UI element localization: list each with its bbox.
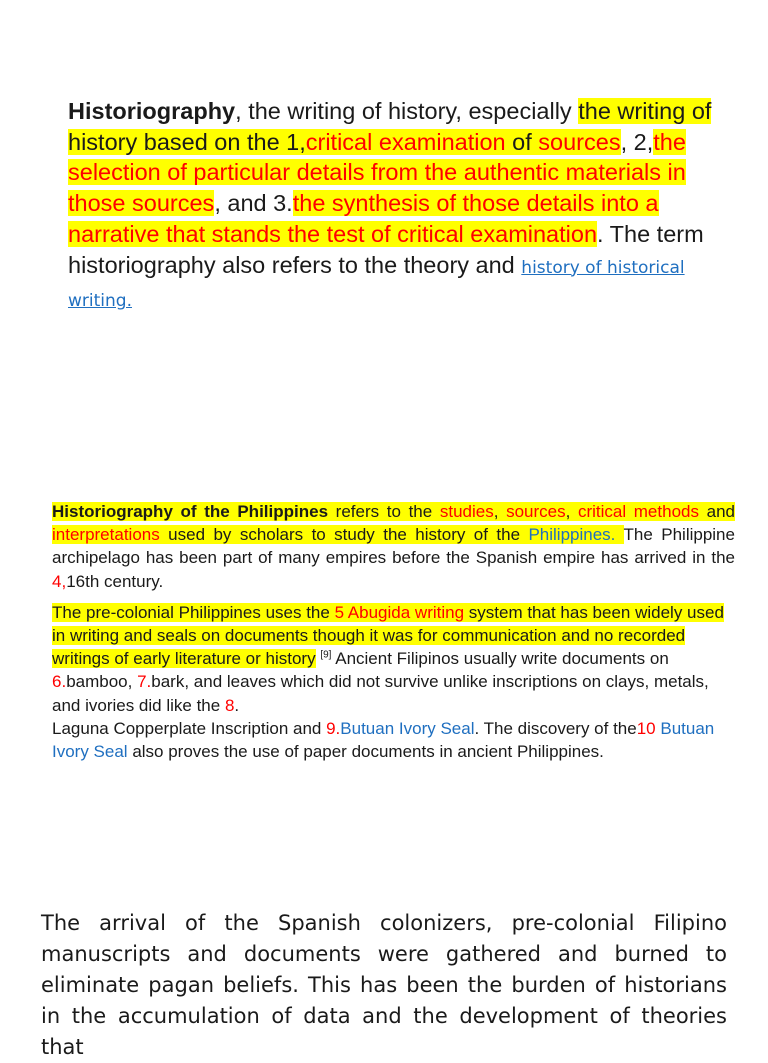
definition-text: , and 3. xyxy=(214,190,293,217)
highlight-synthesis: the synthesis of those details into a narrative that stands the test of critical examination xyxy=(68,190,659,247)
paragraph-text: The pre-colonial Philippines uses the xyxy=(52,602,335,622)
term-interpretations: interpretations xyxy=(52,525,160,545)
paragraph-1 xyxy=(52,500,735,593)
paragraph-text: Ancient Filipinos usually write documents on xyxy=(331,649,669,669)
highlight-selection-of-details: the selection of particular details from the authentic materials in those sources xyxy=(68,128,686,217)
paragraph-text: , xyxy=(493,502,507,521)
term-sources: sources xyxy=(506,502,566,521)
highlight-text: the writing of history based on the 1, xyxy=(68,98,712,155)
paragraph-text xyxy=(615,525,623,544)
paragraph-text: , xyxy=(565,502,578,521)
paragraph-text: . The discovery of the xyxy=(474,718,637,738)
link-philippines[interactable]: Philippines. xyxy=(528,525,616,545)
philippine-historiography-section xyxy=(52,500,735,763)
term-abugida-writing: 5 Abugida writing xyxy=(334,602,465,622)
history-of-historical-writing-link[interactable]: history of historical writing. xyxy=(68,257,685,312)
citation-9[interactable]: [9] xyxy=(320,649,332,661)
marker-10: 10 xyxy=(636,718,656,738)
link-butuan-ivory-seal[interactable]: Butuan Ivory Seal xyxy=(340,718,475,738)
paragraph-text: refers to the xyxy=(328,502,440,521)
paragraph-text: Laguna Copperplate Inscription and xyxy=(52,718,327,738)
paragraph-text: . xyxy=(234,695,240,715)
marker-8: 8 xyxy=(224,695,235,715)
paragraph-text: bark, and leaves which did not survive unlike inscriptions on clays, metals, and ivories did like the xyxy=(52,672,709,715)
definition-text: , 2, xyxy=(620,128,654,155)
paragraph-text: system that has been widely used in writing and seals on documents though it was for communication and no recorded writings of early literature or history xyxy=(52,602,724,669)
definition-text: , the writing of history, especially xyxy=(235,98,579,124)
paragraph-text: bamboo, xyxy=(66,672,138,692)
definition-text: . The term historiography also refers to the theory and xyxy=(68,220,704,278)
marker-9: 9. xyxy=(326,718,341,738)
paragraph-2 xyxy=(52,601,735,763)
paragraph-text: used by scholars to study the history of the xyxy=(159,525,529,545)
term-historiography: Historiography xyxy=(68,98,236,124)
term-critical-methods: critical methods xyxy=(577,502,699,521)
marker-7: 7. xyxy=(137,672,152,692)
spanish-arrival-paragraph: The arrival of the Spanish colonizers, pre-colonial Filipino manuscripts and documents were gathered and burned to eliminate pagan beliefs. This has been the burden of historians in the accumulation of data and the development of theories that xyxy=(41,911,727,1059)
paragraph-text: also proves the use of paper documents in ancient Philippines. xyxy=(127,742,604,762)
highlight-sources: sources xyxy=(538,128,621,155)
paragraph-text: and xyxy=(698,502,735,521)
term-studies: studies xyxy=(439,502,494,521)
marker-6: 6. xyxy=(52,672,67,692)
highlight-critical-examination: critical examination xyxy=(305,128,506,155)
section-title: Historiography of the Philippines xyxy=(52,502,329,521)
marker-4: 4, xyxy=(52,571,67,591)
paragraph-text: 16th century. xyxy=(66,571,164,591)
historiography-definition xyxy=(68,96,728,317)
link-butuan-ivory-seal-2[interactable]: Butuan Ivory Seal xyxy=(52,718,715,762)
highlight-text: of xyxy=(505,128,539,155)
paragraph-text: The Philippine archipelago has been part of many empires before the Spanish empire has arrived in the xyxy=(52,525,735,568)
